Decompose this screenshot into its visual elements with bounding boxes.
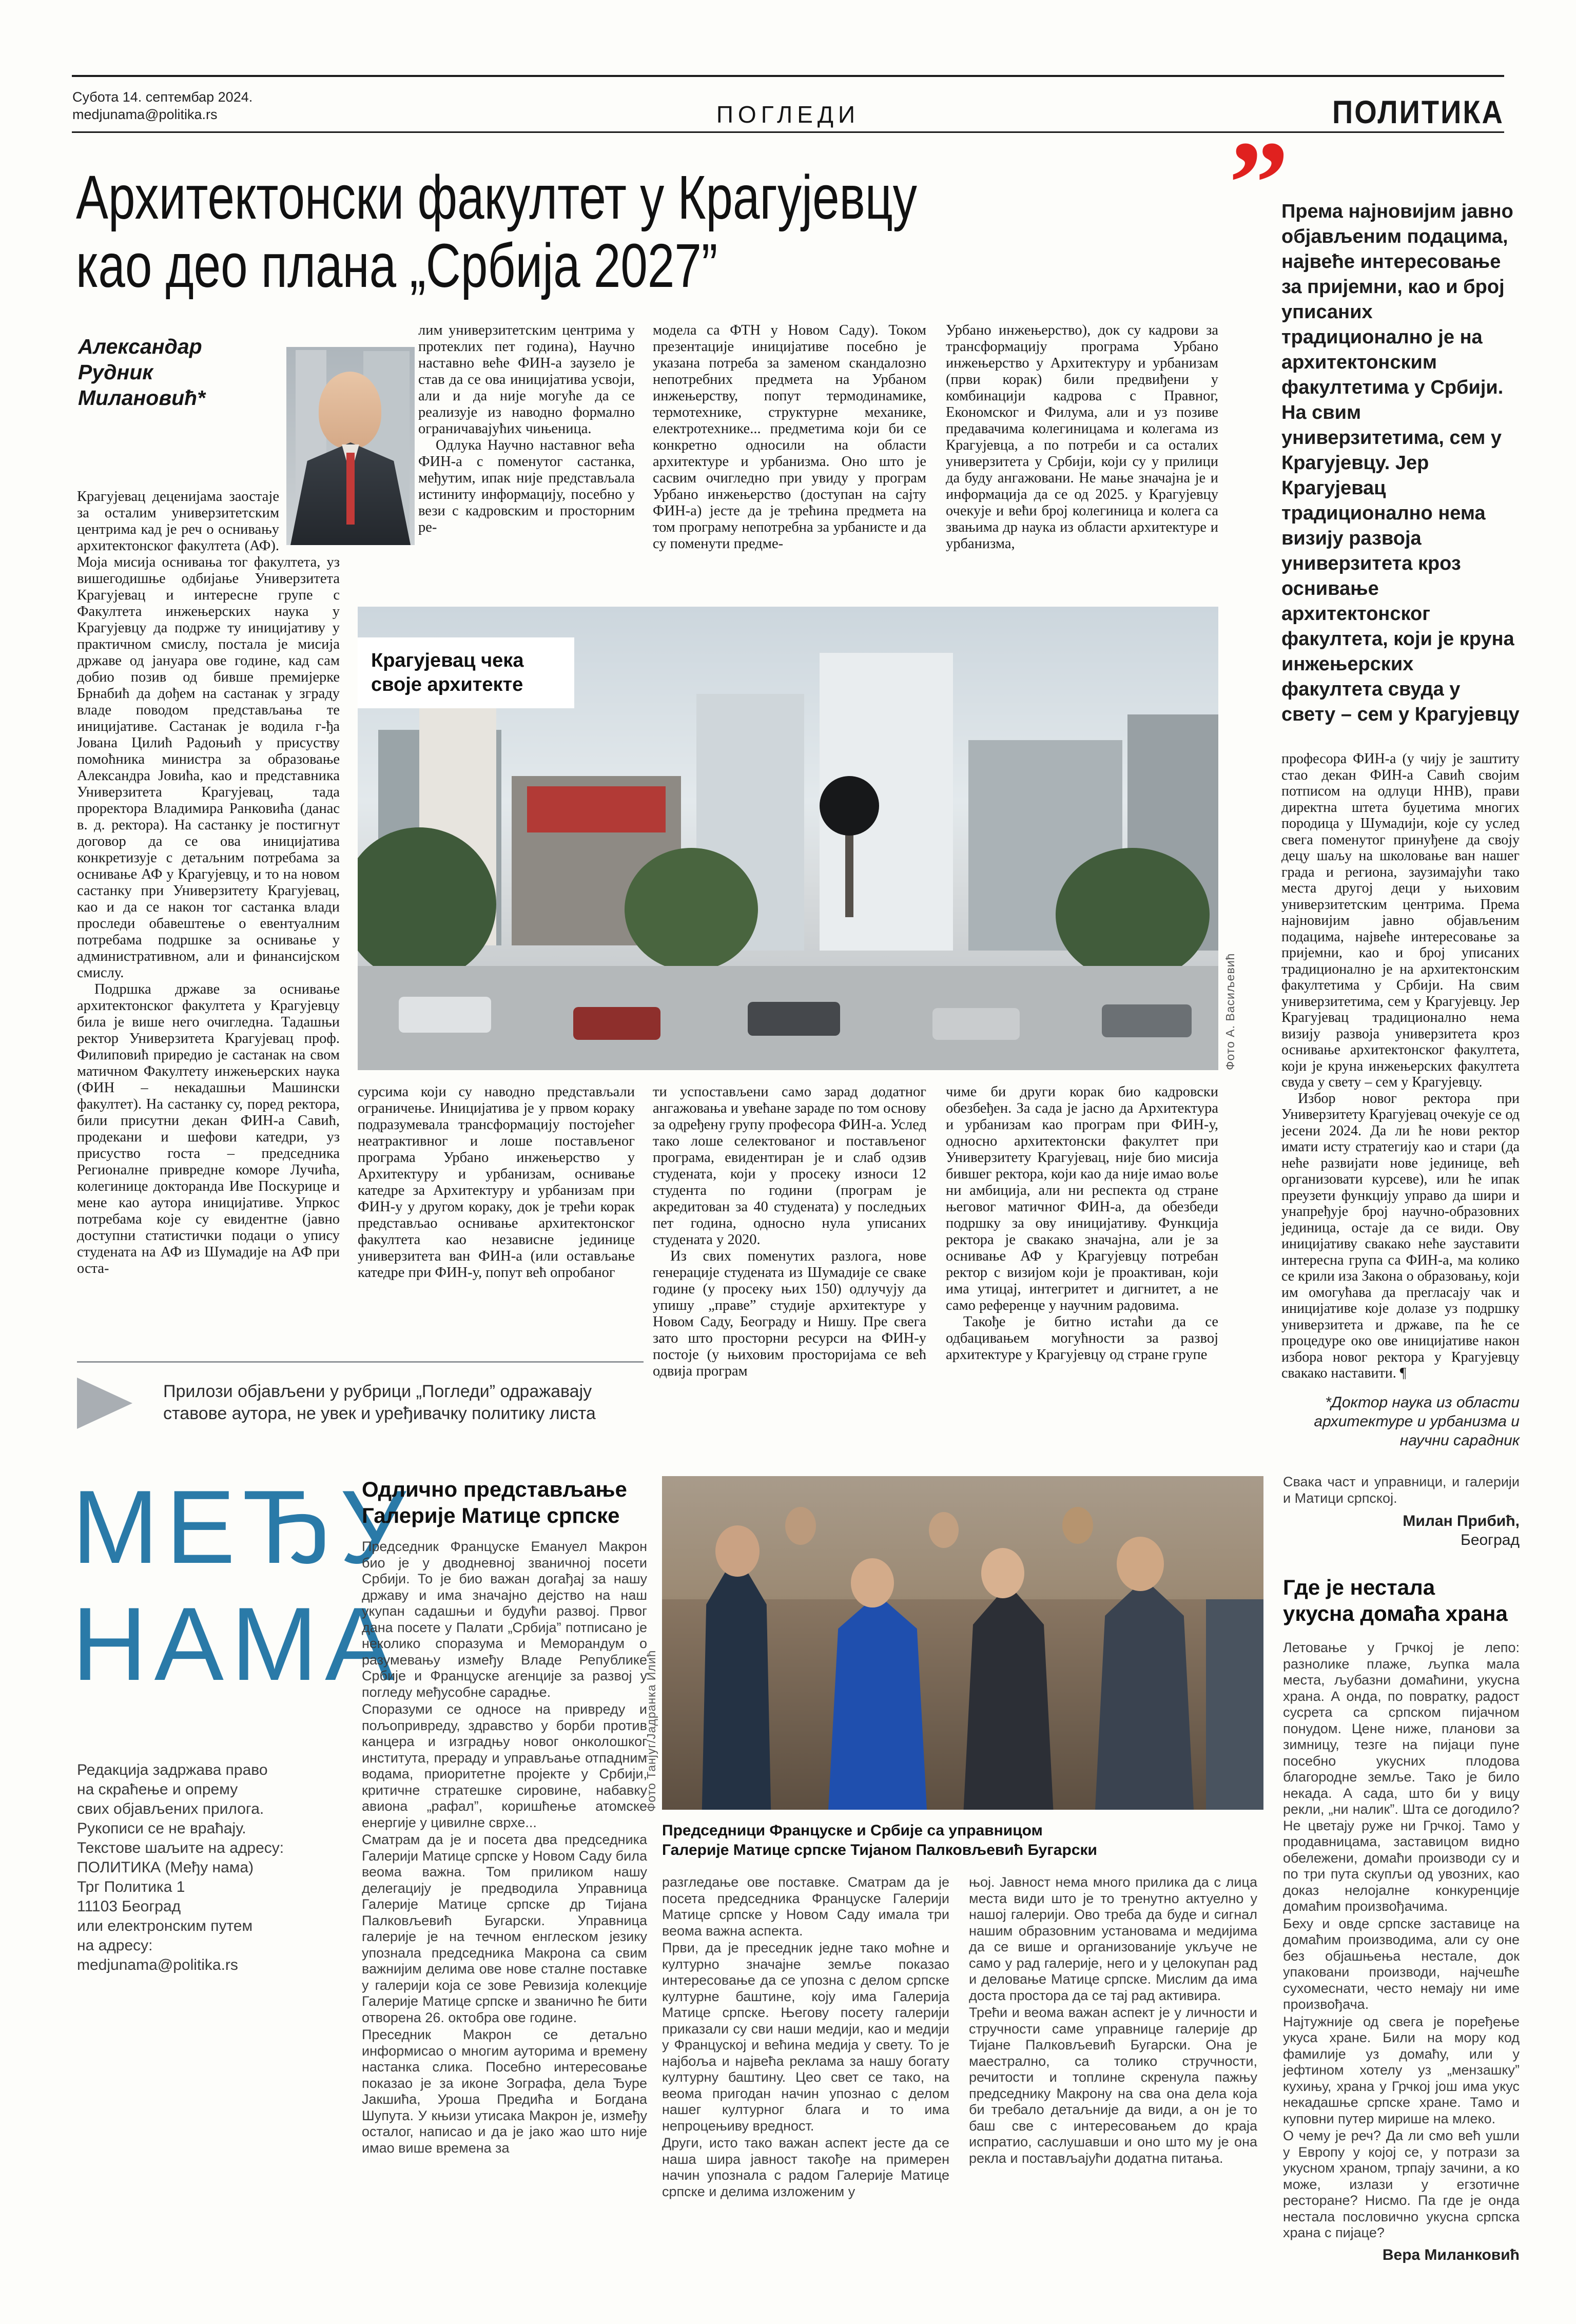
article-column-2-bottom — [358, 1084, 635, 1281]
headline-line-1: Архитектонски факултет у Крагујевцу — [76, 162, 917, 232]
event-caption-line-1: Председници Француске и Србије са управницом — [662, 1822, 1043, 1839]
headline-line-2: као део плана „Србија 2027” — [76, 230, 718, 300]
letter1-column-A — [662, 1874, 949, 2201]
letter1-closing: Свака част и управници, и галерији и Матици српској. — [1283, 1474, 1520, 1506]
editorial-note: Редакција задржава право на скраћење и опрему свих објављених прилога. Рукописи се не враћају. Текстове шаљите на адресу: ПОЛИТИКА (Међу нама) Трг Политика 1 11103 Београд или електронским путем на адресу: medjunama@politika.rs — [77, 1761, 284, 1973]
event-photo-credit: Фото Танјуг/Јадранка Илић — [645, 1650, 658, 1812]
contact-email[interactable]: medjunama@politika.rs — [72, 107, 218, 122]
notebar-text — [163, 1381, 682, 1425]
letter2-text: Летовање у Грчкој је лепо: разнолике плаже, љупка мала места, љубазни домаћини, укусна храна. А онда, по повратку, радост сусрета са српском пијачном понудом. Цене ниже, планови за зимницу, тезге на пијаци пуне посебно укусних плодова благородне земље. Тако је било некада. А сада, што би у вицу рекли, „ни налик”. Шта се догодило? Не цветају руже ни Грчкој. Тамо у продавницама, заставицом видно обележени, домаћи производи су и по три пута скупљи од увозних, као доказ нелојалне конкуренције домаћим произвођачима. Беху и овде српске заставице на домаћим производима, али су оне без објашњења нестале, док упаковани производи, најчешће сухомеснати, често немају ни име произвођача. Најтужније од свега је поређење укуса хране. Били на мору код фамилије уз домаћу, или у јефтином хотелу уз „мензашку” кухињу, храна у Грчкој још има укус некадашње српске хране. Тамо и куповни путер мирише на млеко. О чему је реч? Да ли смо већ ушли у Европу у којој се, у потрази за укусном храном, трпају зачини, а ко може, излази у егзотичне ресторане? Нисмо. Па где је онда нестала пословично укусна српска храна с пијаце? — [1283, 1640, 1520, 2240]
pull-quote-mark-icon: „ — [1230, 54, 1290, 187]
car-gray — [1102, 1004, 1192, 1037]
letter1-signature — [1283, 1512, 1520, 1550]
figure-left-head — [715, 1525, 760, 1577]
article-column-2-top — [358, 322, 635, 547]
letter2-title-line-2: укусна домаћа храна — [1283, 1601, 1508, 1625]
sidebar-text: професора ФИН-а (у чију је заштиту стао декан ФИН-а Савић својим потписом на одлуци ННВ), прави директна штета буџетима многих породица у Шумадији, које су услед свега поменутог принуђене да своју децу шаљу на школовање ван нашег града и региона, заузимајући тако места другој деци у њиховим универзитетским центрима. Према најновијим јавно објављеним подацима, највеће интересовање за пријемни, као и број уписаних традиционално је на архитектонским факултетима у Србији. На свим универзитетима, сем у Крагујевцу. Јер Крагујевац традиционално нема визију развоја универзитета кроз оснивање архитектонског факултета, који је круна инжењерских факултета свуда у свету – сем у Крагујевцу. Избор новог ректора при Универзитету Крагујевац очекује се од јесени 2024. Да ли ће нови ректор имати исту стратегију као и стари (да неће развијати нове јединице, већ организовати курсеве), или ће ипак преузети функцију управо да шири и унапређује број научно-образовних јединица, остаје да се види. Ову иницијативу свакако неће зауставити интересна група са ФИН-а, ма колико се крили иза Закона о образовању, који им омогућава да прегласају чак и иницијативе које долазе уз подршку универзитета и државе, па ће се процедуре око ове иницијативе након избора новог ректора у Крагујевцу свакако наставити. ¶ — [1281, 751, 1520, 1381]
letter1-signature-city: Београд — [1461, 1532, 1520, 1548]
crowd-head-3 — [1062, 1507, 1093, 1544]
letter1-title-line-2: Галерије Матице српске — [362, 1503, 620, 1527]
issue-date: Субота 14. септембар 2024. — [72, 89, 253, 105]
masthead-logo: ПОЛИТИКА — [1332, 94, 1504, 130]
portrait-wrap-spacer — [279, 489, 340, 546]
city-photo-credit: Фото А. Васиљевић — [1223, 953, 1237, 1070]
article-column-3-bottom-text: ти успостављени само зарад додатног ангажовања и увећане зараде по том основу за одређену групу професора ФИН-а. Услед тако лоше селектованог и постављеног програма, евидентиран је и слаб одзив студената, који у просеку износи 12 студента по години (програм је акредитован за 40 студената) у последњих пет година, односно нула уписаних студената у 2020. Из свих поменутих разлога, нове генерације студената из Шумадије се сваке године (у просеку њих 150) одлучују да упишу „праве” студије архитектуре у Новом Саду, Београду и Нишу. Пре свега зато што просторни ресурси на ФИН-у постоје (у њиховим просторијама се већ одвија програм — [653, 1084, 926, 1379]
letters-right-column — [1283, 1474, 1520, 2264]
article-column-1 — [77, 489, 340, 1277]
crowd-head-2 — [929, 1512, 959, 1548]
notebar-line-1: Прилози објављени у рубрици „Погледи” одражавају — [163, 1382, 592, 1401]
letter2-signature: Вера Миланковић — [1382, 2246, 1520, 2263]
pull-quote-text: Према најновијим јавно објављеним подацима, највеће интересовање за пријемни, као и број уписаних традиционално је на архитектонским факултетима у Србији. На свим универзитетима, сем у Крагујевцу. Јер Крагујевац традиционално нема визију развоја универзитета кроз оснивање архитектонског факултета, који је круна инжењерских факултета свуда у свету – сем у Крагујевцу — [1281, 201, 1520, 725]
crowd-head-1 — [785, 1507, 816, 1545]
event-photo — [662, 1476, 1263, 1810]
car-silver — [932, 1008, 1020, 1040]
letter2-title-line-1: Где је нестала — [1283, 1575, 1435, 1599]
letter1-title-line-1: Одлично представљање — [362, 1477, 627, 1501]
letter1-column-1-text: Председник Француске Емануел Макрон био је у дводневној званичној посети Србији. То је био важан догађај за нашу државу и има значајно дејство на наш укупан садашњи и будући развој. Првог дана посете у Палати „Србија” потписано је неколико споразума и Меморандум о разумевању између Владе Републике Србије и Француске агенције за развој у погледу међусобне сарадње. Споразуми се односе на привреду и пољопривреду, здравство у борби против канцера и изградњу новог онколошког института, прераду и управљање отпадним водама, приоритетне пројекте у Србији, критичне стратешке сировине, набавку авиона „рафал”, коришћење атомске енергије у цивилне сврхе... Сматрам да је и посета два председника Галерији Матице српске у Новом Саду била веома важна. Том приликом нашу делегацију је предводила Управница Галерије Матице српске др Тијана Палковљевић Бугарски. Управница галерије је на течном енглеском језику упознала председника Макрона са свим важнијим делима ове нове сталне поставке у галерији која се зове Ревизија колекције Галерије Матице српске и званично ће бити отворена 26. октобра ове године. Преседник Макрон се детаљно информисао о многим ауторима и времену настанка слика. Посебно интересовање показао је за иконе Зографа, дела Ђуре Јакшића, Уроша Предића и Богдана Шупута. У књизи утисака Макрон је, између осталог, написао и да је јако жао што није имао више времена за — [362, 1539, 647, 2156]
event-photo-caption — [662, 1821, 1263, 1860]
letter1-column-B-text: њој. Јавност нема много прилика да с лица места види што је то тренутно актуелно у нашој галерији. Ово треба да буде и сигнал нашим образовним установама и медијима да се више и организованије укључе не само у рад галерије, него и у целокупан рад и деловање Матице српске. Мислим да има доста простора да се тај рад активира. Трећи и веома важан аспект је у личности и стручности саме управнице галерије др Тијане Палковљевић Бугарски. Она је маестрално, са толико стручности, речитости и топлине скренула пажњу председнику Макрону на сва она дела која би требало детаљније да види, а он је то баш све с интересовањем до краја испратио, саслушавши и оно што му је она рекла и постављајући додатна питања. — [969, 1874, 1257, 2166]
article-column-4-top — [946, 322, 1218, 552]
caption-label-line-2: своје архитекте — [371, 674, 523, 695]
event-caption-line-2: Галерије Матице српске Тијаном Палковљевић Бугарски — [662, 1842, 1097, 1858]
figure-right-partial — [1206, 1599, 1263, 1810]
car-red — [573, 1007, 660, 1040]
article-column-3-bottom — [653, 1084, 926, 1380]
letter1-title — [362, 1476, 649, 1528]
caption-label-line-1: Крагујевац чека — [371, 650, 524, 671]
article-column-4-bottom-text: чиме би други корак био кадровски обезбеђен. За сада је јасно да Архитектура и урбанизам као програм при ФИН-у, односно архитектонски факултет при Универзитету Крагујевац, није био мисија бившег ректора, који као да није имао воље ни амбиција, али ни респекта од стране његовог матичног ФИН-а, да обезбеди подршку за ову иницијативу. Функција ректора је свакако значајна, али је за оснивање АФ у Крагујевцу потребан ректор с визијом који је проактиван, који има утицај, интегритет и дигнитет, а не само референце у научним радовима. Такође је битно истаћи да се одбацивањем могућности за развој архитектуре у Крагујевцу од стране групе — [946, 1084, 1218, 1363]
car-dark — [748, 1002, 840, 1036]
car-white — [399, 997, 491, 1033]
article-column-4-top-text: Урбано инжењерство), док су кадрови за трансформацију програма Урбано инжењерство у Архитектуру и урбанизам (први корак) били предвиђени у комбинацији кадрова с Правног, Економског и Филума, али и уз позиве предавачима колегиницама и колегама из Крагујевца, а по потреби и са осталих универзитета у Србији, који су у прилици да буду ангажовани. Не мање значајна је и информација да се од 2025. у Крагујевцу очекује и већи број колегиница и колега са звањима др наука из области архитектуре и урбанизма, — [946, 322, 1218, 552]
issue-date-block — [72, 88, 252, 123]
article-column-4-bottom — [946, 1084, 1218, 1363]
portrait-tie — [346, 453, 355, 525]
notebar-line-2: ставове аутора, не увек и уређивачку политику листа — [163, 1404, 596, 1423]
notebar-rule — [77, 1361, 644, 1363]
letter1-signature-name: Милан Прибић, — [1403, 1513, 1520, 1529]
city-photo — [358, 607, 1218, 1070]
figure-blue-dress-head — [851, 1558, 894, 1608]
figure-vucic-head — [1117, 1537, 1164, 1591]
letter1-column-A-text: разгледање ове поставке. Сматрам да је посета председника Француске Галерији Матице српске у Новом Саду имала три веома важна аспекта. Први, да је преседник једне тако моћне и културно значајне земље показао интересовање да се упозна с делом српске културне баштине, коју има Галерија Матице српске. Његову посету галерији приказали су сви наши медији, као и медији у Француској и већина медија у свету. То је најбоља и највећа реклама за нашу богату културну баштину. Цео свет се тако, на веома пригодан начин упознао с делом нашег културног блага и то има непроцењиву вредност. Други, исто тако важан аспект јесте да се наша шира јавност такође на примерен начин упознала с радом Галерије Матице српске и делима изложеним у — [662, 1874, 949, 2199]
figure-vucic-suit — [1083, 1579, 1206, 1810]
medju-nama-line-2: НАМА — [72, 1586, 402, 1702]
tree-right — [1056, 848, 1210, 981]
tree-center — [625, 848, 758, 971]
letter1-column-B — [969, 1874, 1257, 2167]
portrait-wrap-spacer-2 — [358, 322, 418, 547]
article-column-2-top-text: лим универзитетским центрима у протеклих пет година), Научно наставно веће ФИН-а заузело је став да се ова иницијатива усвоји, али и да није могуће да се реализује из наводно формално ограничавајућих чињеница. Одлука Научно наставног већа ФИН-а с поменутог састанка, међутим, ипак није представљала истиниту информацију, посебно у вези с кадровским и просторним ре- — [418, 322, 635, 535]
figure-macron-suit — [949, 1584, 1067, 1810]
article-column-3-top — [653, 322, 926, 552]
article-column-3-top-text: модела са ФТН у Новом Саду). Током презентације иницијативе посебно је указана потреба за заменом скандалозно непотребних предмета на Урбаном инжењерству, попут термодинамике, термотехнике, структурне механике, електротехнике... предметима који би се конкретно односили на области архитектуре и урбанизма. Оно што је сасвим очигледно при увиду у програм Урбано инжењерство (доступан на сајту ФИН-а) јесте да је трећина предмета на том програму непотребна за урбанисте и да су поменути предме- — [653, 322, 926, 552]
section-title: ПОГЛЕДИ — [716, 101, 860, 128]
article-sidebar — [1281, 199, 1520, 1450]
article-column-1-text: Крагујевац деценијама заостаје за осталим универзитетским центрима кад је реч о оснивању архитектонског факултета (АФ). Моја мисија оснивања тог факултета, уз вишегодишње одбијање Универзитета Крагујевац и интересне групе с Факултета инжењерских наука у Крагујевцу да подрже ту иницијативу у практичном смислу, постала је мисија државе од јануара ове године, кад сам добио позив од бивше премијерке Брнабић да дођем на састанак у зграду владе поводом представљања те иницијативе. Састанак је водила г-ђа Јована Цилић Радоњић у присуству помоћника министра за образовање Александра Јовића, као и представника Универзитета Крагујевац, тада проректора Владимира Ранковића (данас в. д. ректора). На састанку је постигнут договор да се ова иницијатива конкретизује с детаљним потребама за оснивање АФ у Крагујевцу, и то на новом састанку при Универзитету Крагујевац, као и да се након тог састанка влади проследи обавештење о евентуалним потребама подршке за оснивање у административном, али и финансијском смислу. Подршка државе за оснивање архитектонског факултета у Крагујевцу била је више него очигледна. Тадашњи ректор Универзитета Крагујевац проф. Филиповић приредио је састанак на свом матичном Факултету инжењерских наука (ФИН – некадашњи Машински факултет). На састанку су, поред ректора, били присутни декан ФИН-а Савић, продекани и шефови катедри, уз присуство госта – председника Регионалне привредне коморе Лучића, колегинице докторанда Иве Поскурице и мене као аутора иницијативе. Упркос потребама које су евидентне (јавно доступни статистички подаци о упису студената на АФ из Шумадије на АФ при оста- — [77, 489, 340, 1276]
article-headline — [76, 163, 917, 300]
article-column-2-bottom-text: сурсима који су наводно представљали ограничење. Иницијатива је у првом кораку подразумевала трансформацију постојећег неатрактивног и лоше постављеног програма Урбано инжењерство у Архитектуру и урбанизам, оснивање катедре за Архитектуру и урбанизам при ФИН-у у другом кораку, док је трећи корак представљао оснивање архитектонског факултета као независне јединице универзитета ван ФИН-а (или остављање катедре при ФИН-у, попут већ опробаног — [358, 1084, 635, 1281]
medju-nama-line-1: МЕЂУ — [72, 1469, 413, 1585]
figure-blue-dress — [816, 1594, 939, 1810]
photo-caption-label — [358, 637, 574, 708]
sphere-monument — [820, 776, 879, 836]
author-byline: Александар Рудник Милановић* — [78, 335, 206, 410]
letter1-column-1 — [362, 1539, 647, 2157]
building-sign-red — [527, 786, 666, 832]
letter2-title — [1283, 1574, 1520, 1626]
figure-macron-head — [981, 1548, 1024, 1598]
notebar-triangle-icon — [77, 1378, 132, 1429]
author-footnote: *Доктор наука из области архитектуре и урбанизма и научни сарадник — [1314, 1393, 1520, 1449]
